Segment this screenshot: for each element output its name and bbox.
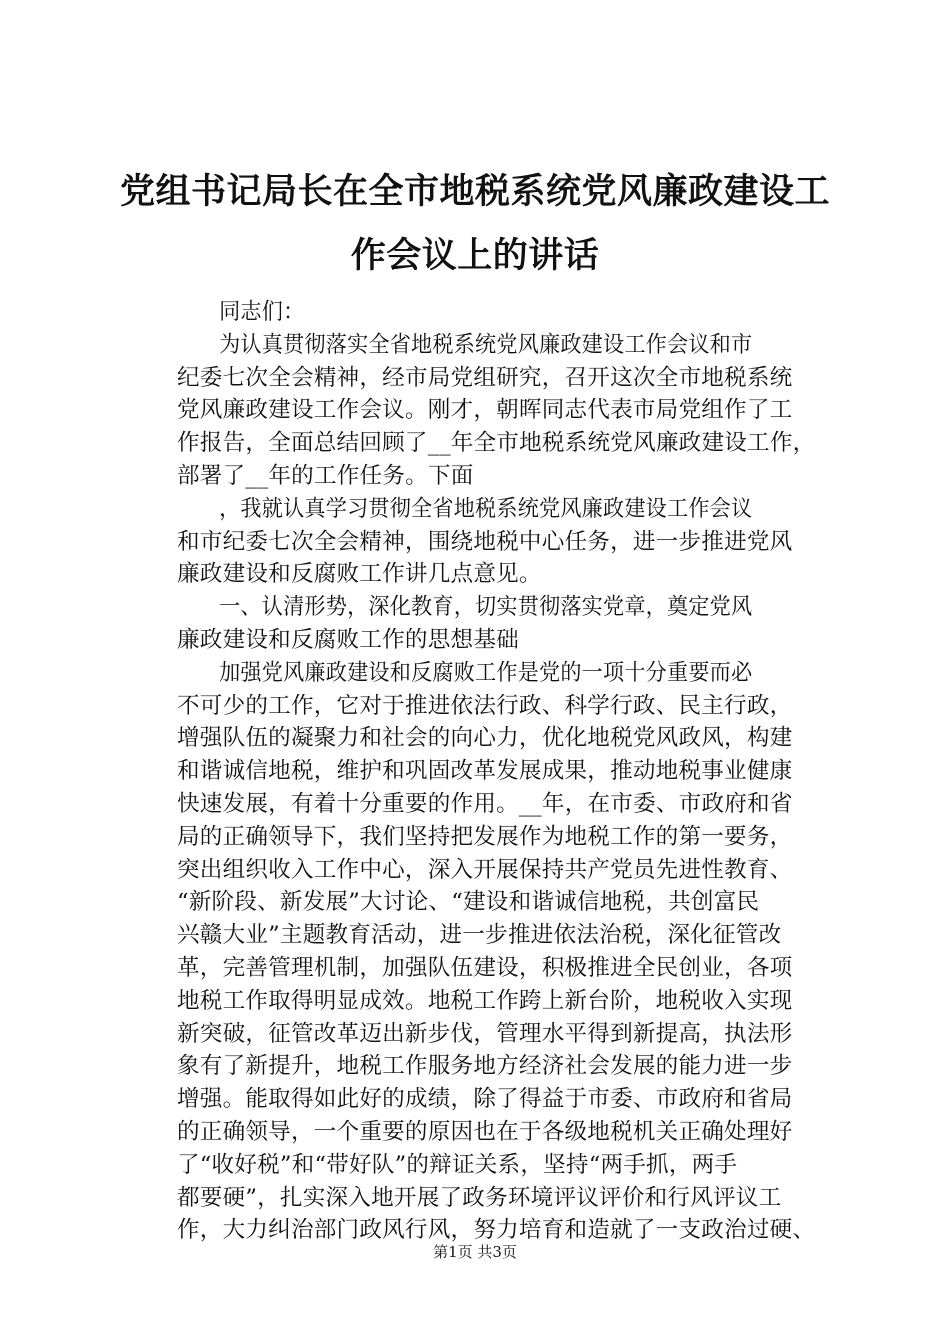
text-line: 同志们： xyxy=(219,299,305,325)
text-line: 新突破，征管改革迈出新步伐，管理水平得到新提高，执法形 xyxy=(177,1020,793,1047)
text-line: 一、认清形势，深化教育，切实贯彻落实党章，奠定党风 xyxy=(219,594,753,621)
text-line: 增强。能取得如此好的成绩，除了得益于市委、市政府和省局 xyxy=(177,1086,793,1113)
text-line: 增强队伍的凝聚力和社会的向心力，优化地税党风政风，构建 xyxy=(177,725,793,752)
text-line: 局的正确领导下，我们坚持把发展作为地税工作的第一要务， xyxy=(177,823,793,850)
paragraph xyxy=(132,329,832,493)
text-line: 革，完善管理机制，加强队伍建设，积极推进全民创业，各项 xyxy=(177,954,793,981)
text-line: 的正确领导，一个重要的原因也在于各级地税机关正确处理好 xyxy=(177,1118,793,1145)
text-line: 部署了__年的工作任务。下面 xyxy=(177,462,474,489)
text-line: 廉政建设和反腐败工作的思想基础 xyxy=(177,626,519,653)
title-line: 作会议上的讲话 xyxy=(350,236,600,276)
text-line: 加强党风廉政建设和反腐败工作是党的一项十分重要而必 xyxy=(219,659,753,686)
text-line: 了“收好税”和“带好队”的辩证关系，坚持“两手抓，两手 xyxy=(177,1151,738,1178)
title-line: 党组书记局长在全市地税系统党风廉政建设工 xyxy=(119,172,830,212)
text-line: 快速发展，有着十分重要的作用。__年，在市委、市政府和省 xyxy=(177,790,793,817)
text-line: ，我就认真学习贯彻全省地税系统党风廉政建设工作会议 xyxy=(219,495,753,522)
document-title xyxy=(110,160,840,288)
text-line: 党风廉政建设工作会议。刚才，朝晖同志代表市局党组作了工 xyxy=(177,397,793,424)
text-line: 作报告，全面总结回顾了__年全市地税系统党风廉政建设工作， xyxy=(177,430,816,457)
paragraph xyxy=(132,493,832,591)
text-line: “新阶段、新发展”大讨论、“建设和谐诚信地税，共创富民 xyxy=(177,889,760,916)
text-line: 廉政建设和反腐败工作讲几点意见。 xyxy=(177,561,542,588)
text-line: 兴赣大业”主题教育活动，进一步推进依法治税，深化征管改 xyxy=(177,922,782,949)
text-line: 和市纪委七次全会精神，围绕地税中心任务，进一步推进党风 xyxy=(177,528,793,555)
page-footer: 第1页 共3页 xyxy=(433,1243,517,1261)
section-heading xyxy=(132,591,832,657)
text-line: 和谐诚信地税，维护和巩固改革发展成果，推动地税事业健康 xyxy=(177,758,793,785)
text-line: 不可少的工作，它对于推进依法行政、科学行政、民主行政， xyxy=(177,692,793,719)
text-line: 纪委七次全会精神，经市局党组研究，召开这次全市地税系统 xyxy=(177,364,793,391)
text-line: 象有了新提升，地税工作服务地方经济社会发展的能力进一步 xyxy=(177,1053,793,1080)
paragraph xyxy=(132,657,832,1247)
text-line: 作，大力纠治部门政风行风，努力培育和造就了一支政治过硬、 xyxy=(177,1217,816,1244)
text-line: 突出组织收入工作中心，深入开展保持共产党员先进性教育、 xyxy=(177,856,793,883)
text-line: 都要硬”，扎实深入地开展了政务环境评议评价和行风评议工 xyxy=(177,1184,782,1211)
text-line: 为认真贯彻落实全省地税系统党风廉政建设工作会议和市 xyxy=(219,331,753,358)
salutation xyxy=(132,296,832,329)
document-body xyxy=(132,296,832,1247)
text-line: 地税工作取得明显成效。地税工作跨上新台阶，地税收入实现 xyxy=(177,987,793,1014)
